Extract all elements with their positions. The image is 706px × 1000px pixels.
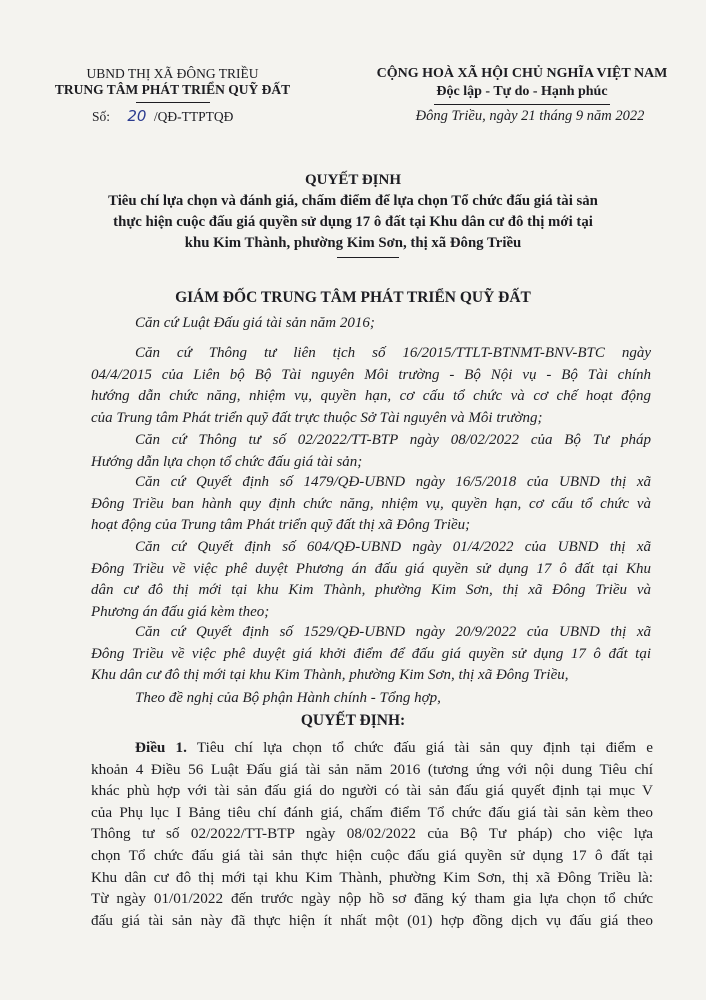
subject-line: Tiêu chí lựa chọn và đánh giá, chấm điểm để lựa chọn Tổ chức đấu giá tài sản: [108, 193, 598, 209]
basis-line: Căn cứ Quyết định số 1529/QĐ-UBND ngày 20/9/2022 của UBND thị xã: [135, 624, 651, 640]
article-text: Tiêu chí lựa chọn tổ chức đấu giá tài sản quy định tại điểm e: [196, 739, 653, 756]
article-line: khác phù hợp với tài sản đấu giá do người có tài sản đấu giá quyết định tại mục V: [91, 782, 653, 800]
place-date: Đông Triều, ngày 21 tháng 9 năm 2022: [415, 108, 645, 124]
number-suffix: /QĐ-TTPTQĐ: [153, 109, 234, 124]
legal-basis: [91, 430, 651, 473]
article-line: Thông tư số 02/2022/TT-BTP ngày 08/02/2022 của Bộ Tư pháp) cho việc lựa: [91, 825, 653, 843]
article-line: [91, 737, 653, 759]
legal-basis: [91, 622, 651, 687]
basis-line: Đông Triều về việc phê duyệt Phương án đấu giá quyền sử dụng 17 ô đất tại Khu: [91, 560, 651, 577]
legal-basis: [91, 343, 651, 429]
basis-line: dân cư đô thị mới tại khu Kim Thành, phường Kim Sơn, thị xã Đông Triều và: [91, 582, 651, 599]
article-label: Điều 1.: [135, 739, 187, 756]
motto: Độc lập - Tự do - Hạnh phúc: [436, 84, 608, 99]
org-underline: [136, 102, 210, 103]
article-line: khoản 4 Điều 56 Luật Đấu giá tài sản năm 2016 (tương ứng với nội dung Tiêu chí: [91, 760, 653, 778]
legal-basis: [91, 688, 651, 710]
article-line: đấu giá tài sản này đã thực hiện ít nhất một (01) hợp đồng dịch vụ đấu giá theo: [91, 911, 653, 929]
basis-line: Căn cứ Quyết định số 1479/QĐ-UBND ngày 16/5/2018 của UBND thị xã: [135, 474, 651, 490]
number-label: Số:: [92, 109, 111, 124]
basis-line: Căn cứ Luật Đấu giá tài sản năm 2016;: [135, 315, 375, 331]
number-handwritten: 20: [127, 107, 147, 125]
article-line: Từ ngày 01/01/2022 đến trước ngày nộp hồ sơ đăng ký tham gia lựa chọn tổ chức: [91, 890, 653, 908]
legal-basis: [91, 313, 651, 335]
title-underline: [337, 257, 399, 258]
motto-underline: [434, 104, 610, 105]
article-line: của Phụ lục I Bảng tiêu chí đánh giá, chấm điểm Tổ chức đấu giá tài sản kèm theo: [91, 803, 653, 821]
basis-line: Khu dân cư đô thị mới tại khu Kim Thành, phường Kim Sơn, thị xã Đông Triều,: [91, 667, 569, 684]
document-number: [92, 107, 233, 125]
basis-line: Đông Triều về việc phê duyệt giá khởi điểm để đấu giá quyền sử dụng 17 ô đất tại: [91, 645, 651, 662]
subject-line: thực hiện cuộc đấu giá quyền sử dụng 17 ô đất tại Khu dân cư đô thị mới tại: [113, 214, 593, 230]
basis-line: Phương án đấu giá kèm theo;: [91, 603, 270, 620]
basis-line: Căn cứ Quyết định số 604/QĐ-UBND ngày 01/4/2022 của UBND thị xã: [135, 539, 651, 555]
basis-line: Theo đề nghị của Bộ phận Hành chính - Tổng hợp,: [135, 690, 441, 706]
authority-heading: GIÁM ĐỐC TRUNG TÂM PHÁT TRIỂN QUỸ ĐẤT: [175, 289, 531, 306]
decision-heading: QUYẾT ĐỊNH:: [300, 712, 406, 729]
basis-line: 04/4/2015 của Liên bộ Bộ Tài nguyên Môi trường - Bộ Nội vụ - Bộ Tài chính: [91, 366, 651, 383]
subject-line: khu Kim Thành, phường Kim Sơn, thị xã Đông Triều: [184, 235, 522, 251]
basis-line: Hướng dẫn lựa chọn tổ chức đấu giá tài sản;: [91, 453, 363, 470]
basis-line: của Trung tâm Phát triển quỹ đất trực thuộc Sở Tài nguyên và Môi trường;: [91, 409, 543, 426]
article-1: [91, 737, 653, 931]
basis-line: Đông Triều ban hành quy định chức năng, nhiệm vụ, quyền hạn, cơ cấu tổ chức và: [91, 495, 651, 512]
nation-title: CỘNG HOÀ XÃ HỘI CHỦ NGHĨA VIỆT NAM: [376, 66, 668, 81]
article-line: chọn Tổ chức đấu giá tài sản thực hiện cuộc đấu giá quyền sử dụng 17 ô đất tại: [91, 846, 653, 864]
legal-basis: [91, 537, 651, 623]
basis-line: hoạt động của Trung tâm Phát triển quỹ đất thị xã Đông Triều;: [91, 517, 471, 534]
decision-title: QUYẾT ĐỊNH: [305, 172, 401, 188]
legal-basis: [91, 472, 651, 537]
article-line: Khu dân cư đô thị mới tại khu Kim Thành, phường Kim Sơn, thị xã Đông Triều là:: [91, 868, 653, 886]
basis-line: hướng dẫn chức năng, nhiệm vụ, quyền hạn, cơ cấu tổ chức và cơ chế hoạt động: [91, 388, 651, 405]
basis-line: Căn cứ Thông tư liên tịch số 16/2015/TTLT-BTNMT-BNV-BTC ngày: [135, 345, 651, 361]
org-name: TRUNG TÂM PHÁT TRIỂN QUỸ ĐẤT: [54, 82, 291, 97]
basis-line: Căn cứ Thông tư số 02/2022/TT-BTP ngày 08/02/2022 của Bộ Tư pháp: [135, 432, 651, 448]
org-parent: UBND THỊ XÃ ĐÔNG TRIỀU: [86, 66, 259, 81]
